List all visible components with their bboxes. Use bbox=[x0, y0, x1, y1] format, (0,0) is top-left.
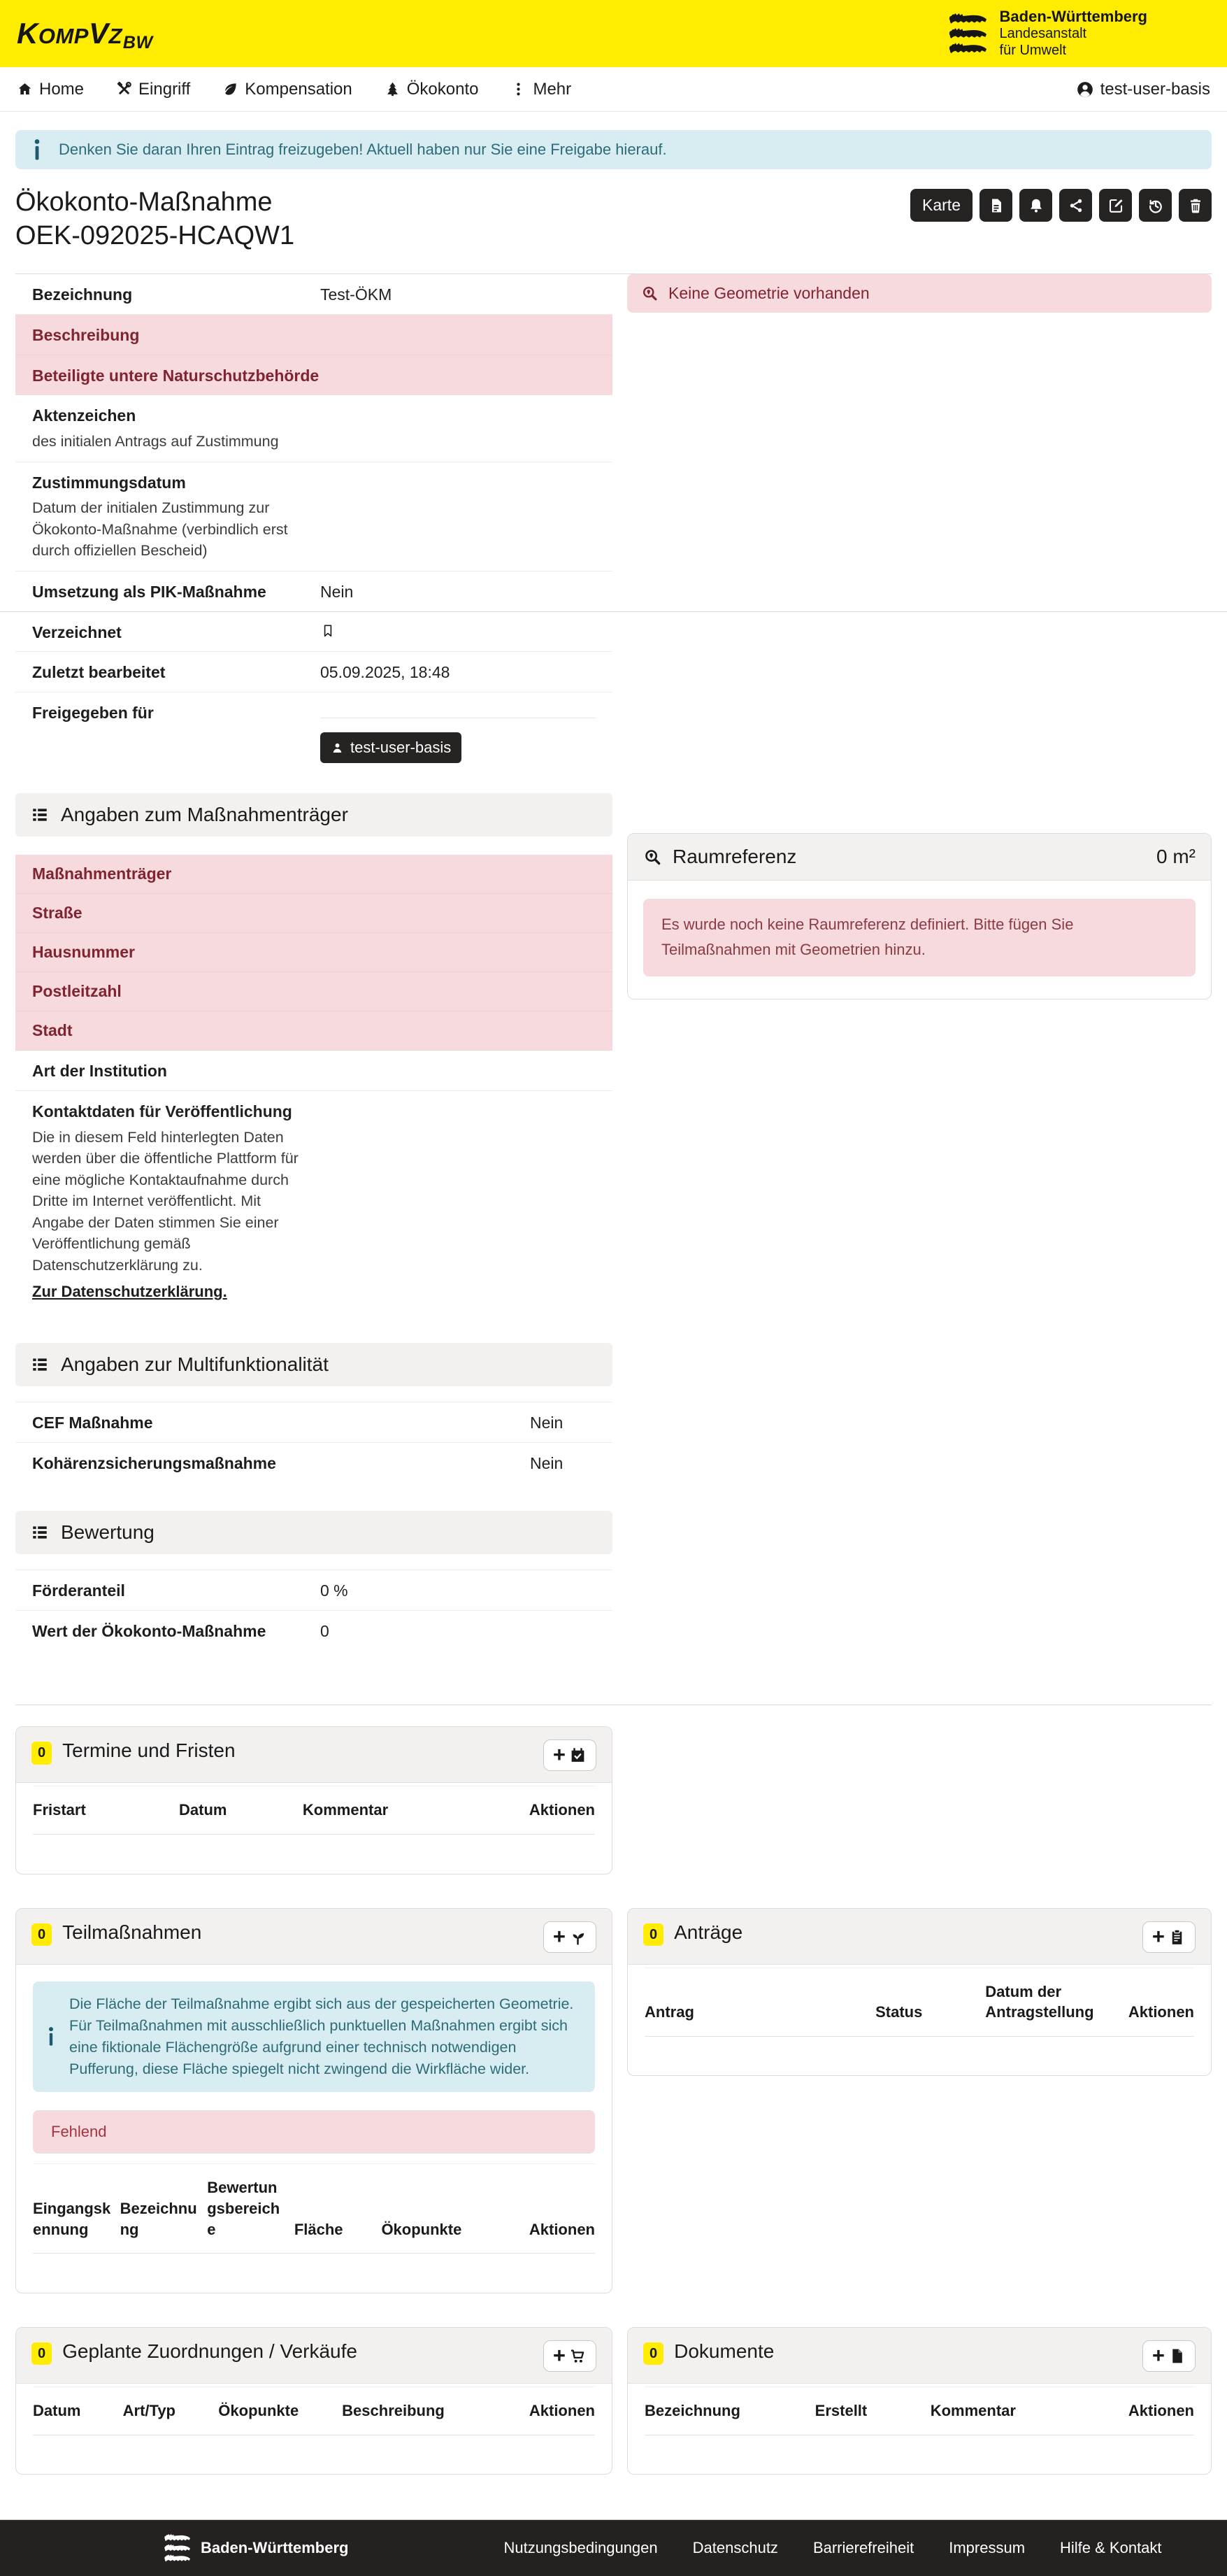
detail-row-kohaerenz bbox=[15, 1443, 612, 1483]
column-header: Bewertungsbereiche bbox=[207, 2179, 280, 2238]
termine-card-title: Termine und Fristen bbox=[62, 1739, 236, 1762]
agency-sub1: Landesanstalt bbox=[999, 26, 1087, 42]
field-label: Umsetzung als PIK-Maßnahme bbox=[32, 582, 266, 601]
field-label: Beschreibung bbox=[32, 325, 140, 344]
raumreferenz-card bbox=[627, 833, 1212, 999]
detail-row-kontaktdaten bbox=[15, 1091, 612, 1316]
field-label: Bezeichnung bbox=[32, 285, 133, 304]
release-notice-banner bbox=[15, 130, 1212, 169]
person-icon bbox=[331, 741, 344, 755]
person-circle-icon bbox=[1076, 80, 1094, 99]
map-panel bbox=[627, 274, 1212, 999]
add-teilmassnahme-button[interactable] bbox=[543, 1921, 596, 1953]
zuordnungen-table bbox=[33, 2386, 595, 2465]
field-label: Förderanteil bbox=[32, 1581, 125, 1600]
table-header-row bbox=[33, 2164, 595, 2254]
detail-row-foerderanteil bbox=[15, 1570, 612, 1611]
calendar-check-icon bbox=[569, 1746, 587, 1764]
traeger-missing-fields bbox=[15, 855, 612, 1051]
app-logo[interactable]: KOMPVZBW bbox=[17, 17, 153, 52]
section-header-traeger bbox=[15, 793, 612, 837]
termine-table bbox=[33, 1786, 595, 1865]
antraege-count-badge: 0 bbox=[643, 1923, 663, 1946]
teilmassnahmen-missing-alert: Fehlend bbox=[33, 2110, 595, 2154]
field-label: Zustimmungsdatum bbox=[32, 473, 186, 492]
field-value: Test-ÖKM bbox=[320, 285, 392, 304]
nav-item-kompensation[interactable] bbox=[222, 80, 352, 99]
column-header: Datum bbox=[33, 2401, 81, 2419]
field-label: Kohärenzsicherungsmaßnahme bbox=[32, 1454, 276, 1473]
file-icon bbox=[1168, 2347, 1186, 2365]
missing-field-stadt bbox=[15, 1011, 612, 1051]
kebab-menu-icon bbox=[510, 81, 526, 97]
agency-name: Baden-Württemberg bbox=[999, 8, 1147, 26]
field-label: Wert der Ökokonto-Maßnahme bbox=[32, 1621, 266, 1640]
agency-brand bbox=[948, 8, 1147, 59]
raumreferenz-title: Raumreferenz bbox=[673, 846, 797, 867]
action-toolbar bbox=[910, 189, 1212, 222]
bw-crest-icon bbox=[948, 12, 989, 55]
termine-count-badge: 0 bbox=[31, 1742, 52, 1764]
column-header: Datum bbox=[179, 1801, 227, 1819]
list-icon bbox=[31, 806, 49, 824]
field-label: Beteiligte untere Naturschutzbehörde bbox=[32, 366, 320, 385]
nav-label: Home bbox=[39, 79, 85, 99]
page-title-id: OEK-092025-HCAQW1 bbox=[15, 220, 295, 250]
column-header: Antrag bbox=[645, 2003, 694, 2021]
detail-row-pik bbox=[15, 571, 612, 611]
bell-icon bbox=[1028, 197, 1045, 214]
karte-button[interactable] bbox=[910, 189, 973, 222]
teilmassnahmen-card bbox=[15, 1908, 612, 2293]
table-header-row bbox=[645, 1967, 1194, 2036]
field-label: Aktenzeichen bbox=[32, 406, 136, 425]
table-header-row bbox=[33, 1786, 595, 1835]
value-divider bbox=[320, 702, 596, 718]
column-header: Bezeichnung bbox=[645, 2401, 740, 2419]
field-value: Nein bbox=[530, 1414, 564, 1432]
column-header: Fristart bbox=[33, 1801, 86, 1819]
no-geometry-banner bbox=[627, 274, 1212, 313]
zuordnungen-count-badge: 0 bbox=[31, 2342, 52, 2365]
agency-sub2: für Umwelt bbox=[999, 42, 1067, 58]
detail-row-wert bbox=[15, 1611, 612, 1651]
teilmassnahmen-info-box bbox=[33, 1981, 595, 2093]
plus-icon: + bbox=[552, 1923, 566, 1949]
column-header: Eingangskennung bbox=[33, 2199, 111, 2238]
detail-row-beschreibung-missing bbox=[15, 315, 612, 355]
antraege-table bbox=[645, 1967, 1194, 2068]
field-label: Hausnummer bbox=[32, 943, 135, 962]
user-name: test-user-basis bbox=[1100, 79, 1210, 99]
field-value: 0 bbox=[320, 1621, 329, 1640]
field-value: Nein bbox=[320, 582, 354, 601]
plus-icon: + bbox=[552, 1742, 566, 1767]
column-header: Aktionen bbox=[529, 2401, 595, 2419]
field-label: Art der Institution bbox=[32, 1062, 167, 1081]
dokumente-card-title: Dokumente bbox=[674, 2340, 775, 2362]
edit-button[interactable] bbox=[1099, 189, 1132, 222]
detail-row-verzeichnet bbox=[15, 612, 612, 653]
user-menu[interactable] bbox=[1076, 80, 1210, 99]
delete-button[interactable] bbox=[1179, 189, 1212, 222]
no-geometry-text: Keine Geometrie vorhanden bbox=[668, 284, 870, 302]
file-lines-icon bbox=[988, 197, 1005, 214]
history-icon bbox=[1147, 197, 1164, 214]
column-header: Fläche bbox=[294, 2220, 343, 2238]
footer-links bbox=[503, 2539, 1161, 2557]
footer-link-impressum[interactable]: Impressum bbox=[949, 2539, 1026, 2557]
section-title: Angaben zur Multifunktionalität bbox=[61, 1353, 329, 1376]
tree-icon bbox=[385, 81, 401, 97]
detail-panel bbox=[15, 274, 612, 1670]
karte-button-label: Karte bbox=[922, 196, 961, 214]
detail-row-institution bbox=[15, 1051, 612, 1091]
bw-crest-icon bbox=[164, 2532, 192, 2564]
footer-brand-name: Baden-Württemberg bbox=[201, 2539, 349, 2557]
field-label: Zuletzt bearbeitet bbox=[32, 663, 166, 682]
field-label: Freigegeben für bbox=[32, 704, 154, 723]
dokumente-table bbox=[645, 2386, 1194, 2465]
add-dokument-button[interactable] bbox=[1142, 2340, 1196, 2372]
field-label: Stadt bbox=[32, 1021, 73, 1040]
nav-label: Ökokonto bbox=[406, 79, 479, 99]
cart-icon bbox=[569, 2347, 587, 2365]
teilmassnahmen-table bbox=[33, 2163, 595, 2284]
add-antrag-button[interactable] bbox=[1142, 1921, 1196, 1953]
seedling-icon bbox=[569, 1928, 587, 1946]
dokumente-card bbox=[627, 2327, 1212, 2475]
search-location-icon bbox=[643, 848, 662, 867]
column-header: Aktionen bbox=[529, 2220, 595, 2238]
search-location-icon bbox=[641, 285, 659, 302]
leaf-icon bbox=[222, 81, 238, 97]
add-termin-button[interactable] bbox=[543, 1739, 596, 1771]
table-header-row bbox=[33, 2386, 595, 2435]
detail-row-aktenzeichen bbox=[15, 395, 612, 462]
footer bbox=[0, 2519, 1227, 2576]
column-header: Aktionen bbox=[1128, 2003, 1194, 2021]
field-value: Nein bbox=[530, 1454, 564, 1473]
column-header: Art/Typ bbox=[122, 2401, 175, 2419]
field-hint: Datum der initialen Zustimmung zur Ökokonto-Maßnahme (verbindlich erst durch offiziellen Bescheid) bbox=[32, 499, 288, 560]
column-header: Datum der Antragstellung bbox=[985, 1982, 1094, 2021]
datenschutz-link[interactable]: Zur Datenschutzerklärung. bbox=[32, 1283, 227, 1301]
raumreferenz-header bbox=[628, 834, 1211, 881]
nav-item-mehr[interactable] bbox=[510, 80, 571, 99]
table-header-row bbox=[645, 2386, 1194, 2435]
app-logo-suffix: BW bbox=[122, 33, 153, 52]
footer-link-nutzungsbedingungen[interactable]: Nutzungsbedingungen bbox=[503, 2539, 658, 2557]
missing-field-strasse bbox=[15, 894, 612, 933]
missing-field-postleitzahl bbox=[15, 972, 612, 1011]
field-label: Postleitzahl bbox=[32, 982, 122, 1001]
page-title bbox=[15, 186, 294, 252]
nav-item-oekokonto[interactable] bbox=[385, 80, 479, 99]
teilmassnahmen-count-badge: 0 bbox=[31, 1923, 52, 1946]
released-user-name: test-user-basis bbox=[350, 739, 452, 757]
detail-row-freigegeben bbox=[15, 692, 612, 772]
plus-icon: + bbox=[1151, 2342, 1165, 2368]
field-hint: des initialen Antrags auf Zustimmung bbox=[32, 433, 279, 450]
field-label: Maßnahmenträger bbox=[32, 864, 172, 883]
section-header-bewertung bbox=[15, 1511, 612, 1554]
main-navbar bbox=[0, 67, 1227, 112]
nav-label: Mehr bbox=[533, 79, 572, 99]
detail-row-behoerde-missing bbox=[15, 355, 612, 396]
footer-link-datenschutz[interactable]: Datenschutz bbox=[692, 2539, 778, 2557]
column-header: Bezeichnung bbox=[120, 2199, 197, 2238]
notification-button[interactable] bbox=[1019, 189, 1052, 222]
nav-label: Eingriff bbox=[138, 79, 191, 99]
zuordnungen-card-title: Geplante Zuordnungen / Verkäufe bbox=[62, 2340, 357, 2362]
share-button[interactable] bbox=[1059, 189, 1092, 222]
detail-row-cef bbox=[15, 1402, 612, 1443]
history-button[interactable] bbox=[1139, 189, 1172, 222]
section-header-multifunktionalitaet bbox=[15, 1343, 612, 1386]
teilmassnahmen-card-title: Teilmaßnahmen bbox=[62, 1921, 202, 1943]
column-header: Erstellt bbox=[815, 2401, 868, 2419]
list-icon bbox=[31, 1523, 49, 1542]
column-header: Ökopunkte bbox=[381, 2220, 462, 2238]
footer-link-barrierefreiheit[interactable]: Barrierefreiheit bbox=[812, 2539, 914, 2557]
add-zuordnung-button[interactable] bbox=[543, 2340, 596, 2372]
released-user-chip bbox=[320, 732, 461, 763]
column-header: Kommentar bbox=[302, 1801, 389, 1819]
kontakt-hint-text: Die in diesem Feld hinterlegten Daten werden über die öffentliche Plattform für eine mögliche Kontaktaufnahme durch Dritte im Internet veröffentlicht. Mit Angabe der Daten stimmen Sie einer Veröffentlichung gemäß Datenschutzerklärung zu. bbox=[32, 1128, 299, 1274]
detail-row-bearbeitet bbox=[15, 652, 612, 692]
clipboard-icon bbox=[1168, 1928, 1186, 1946]
raumreferenz-alert: Es wurde noch keine Raumreferenz definiert. Bitte fügen Sie Teilmaßnahmen mit Geometrien hinzu. bbox=[643, 899, 1196, 976]
missing-field-hausnummer bbox=[15, 933, 612, 972]
section-title: Bewertung bbox=[61, 1521, 155, 1543]
field-value: 05.09.2025, 18:48 bbox=[320, 663, 450, 682]
field-label: Kontaktdaten für Veröffentlichung bbox=[32, 1102, 292, 1120]
footer-brand bbox=[164, 2532, 348, 2564]
termine-card bbox=[15, 1726, 612, 1874]
missing-field-massnahmentraeger bbox=[15, 855, 612, 894]
page-title-type: Ökokonto-Maßnahme bbox=[15, 187, 273, 217]
trash-icon bbox=[1187, 197, 1204, 214]
share-icon bbox=[1068, 197, 1084, 214]
release-notice-text: Denken Sie daran Ihren Eintrag freizugeben! Aktuell haben nur Sie eine Freigabe hierauf. bbox=[59, 141, 667, 158]
field-label: Straße bbox=[32, 904, 82, 923]
column-header: Status bbox=[875, 2003, 923, 2021]
app-header bbox=[0, 0, 1227, 67]
column-header: Aktionen bbox=[529, 1801, 595, 1819]
field-value: 0 % bbox=[320, 1581, 348, 1600]
nav-label: Kompensation bbox=[245, 79, 352, 99]
antraege-card bbox=[627, 1908, 1212, 2077]
nav-item-home[interactable] bbox=[17, 80, 84, 99]
detail-row-zustimmungsdatum bbox=[15, 462, 612, 571]
tools-icon bbox=[116, 81, 132, 97]
info-icon bbox=[32, 139, 42, 160]
column-header: Beschreibung bbox=[342, 2401, 445, 2419]
column-header: Kommentar bbox=[930, 2401, 1016, 2419]
info-icon bbox=[47, 2027, 55, 2046]
raumreferenz-area-value: 0 m² bbox=[1156, 846, 1196, 867]
home-icon bbox=[17, 81, 33, 97]
plus-icon: + bbox=[1151, 1923, 1165, 1949]
footer-link-hilfe[interactable]: Hilfe & Kontakt bbox=[1060, 2539, 1162, 2557]
field-label: Verzeichnet bbox=[32, 622, 122, 641]
edit-icon bbox=[1107, 197, 1124, 214]
dokumente-count-badge: 0 bbox=[643, 2342, 663, 2365]
column-header: Aktionen bbox=[1128, 2401, 1194, 2419]
zuordnungen-card bbox=[15, 2327, 612, 2475]
plus-icon: + bbox=[552, 2342, 566, 2368]
antraege-card-title: Anträge bbox=[674, 1921, 743, 1943]
nav-item-eingriff[interactable] bbox=[116, 80, 190, 99]
bookmark-icon bbox=[320, 622, 336, 639]
field-label: CEF Maßnahme bbox=[32, 1414, 153, 1432]
list-icon bbox=[31, 1355, 49, 1374]
teilmassnahmen-info-text: Die Fläche der Teilmaßnahme ergibt sich aus der gespeicherten Geometrie. Für Teilmaßnahmen mit ausschließlich punktuellen Maßnahmen ergibt sich eine fiktionale Flächengröße aufgrund einer technisch notwendigen Pufferung, diese Fläche spiegelt nicht zwingend die Wirkfläche wider. bbox=[69, 1995, 574, 2078]
report-button[interactable] bbox=[980, 189, 1012, 222]
section-title: Angaben zum Maßnahmenträger bbox=[61, 804, 348, 826]
detail-row-bezeichnung bbox=[15, 274, 612, 315]
column-header: Ökopunkte bbox=[218, 2401, 299, 2419]
